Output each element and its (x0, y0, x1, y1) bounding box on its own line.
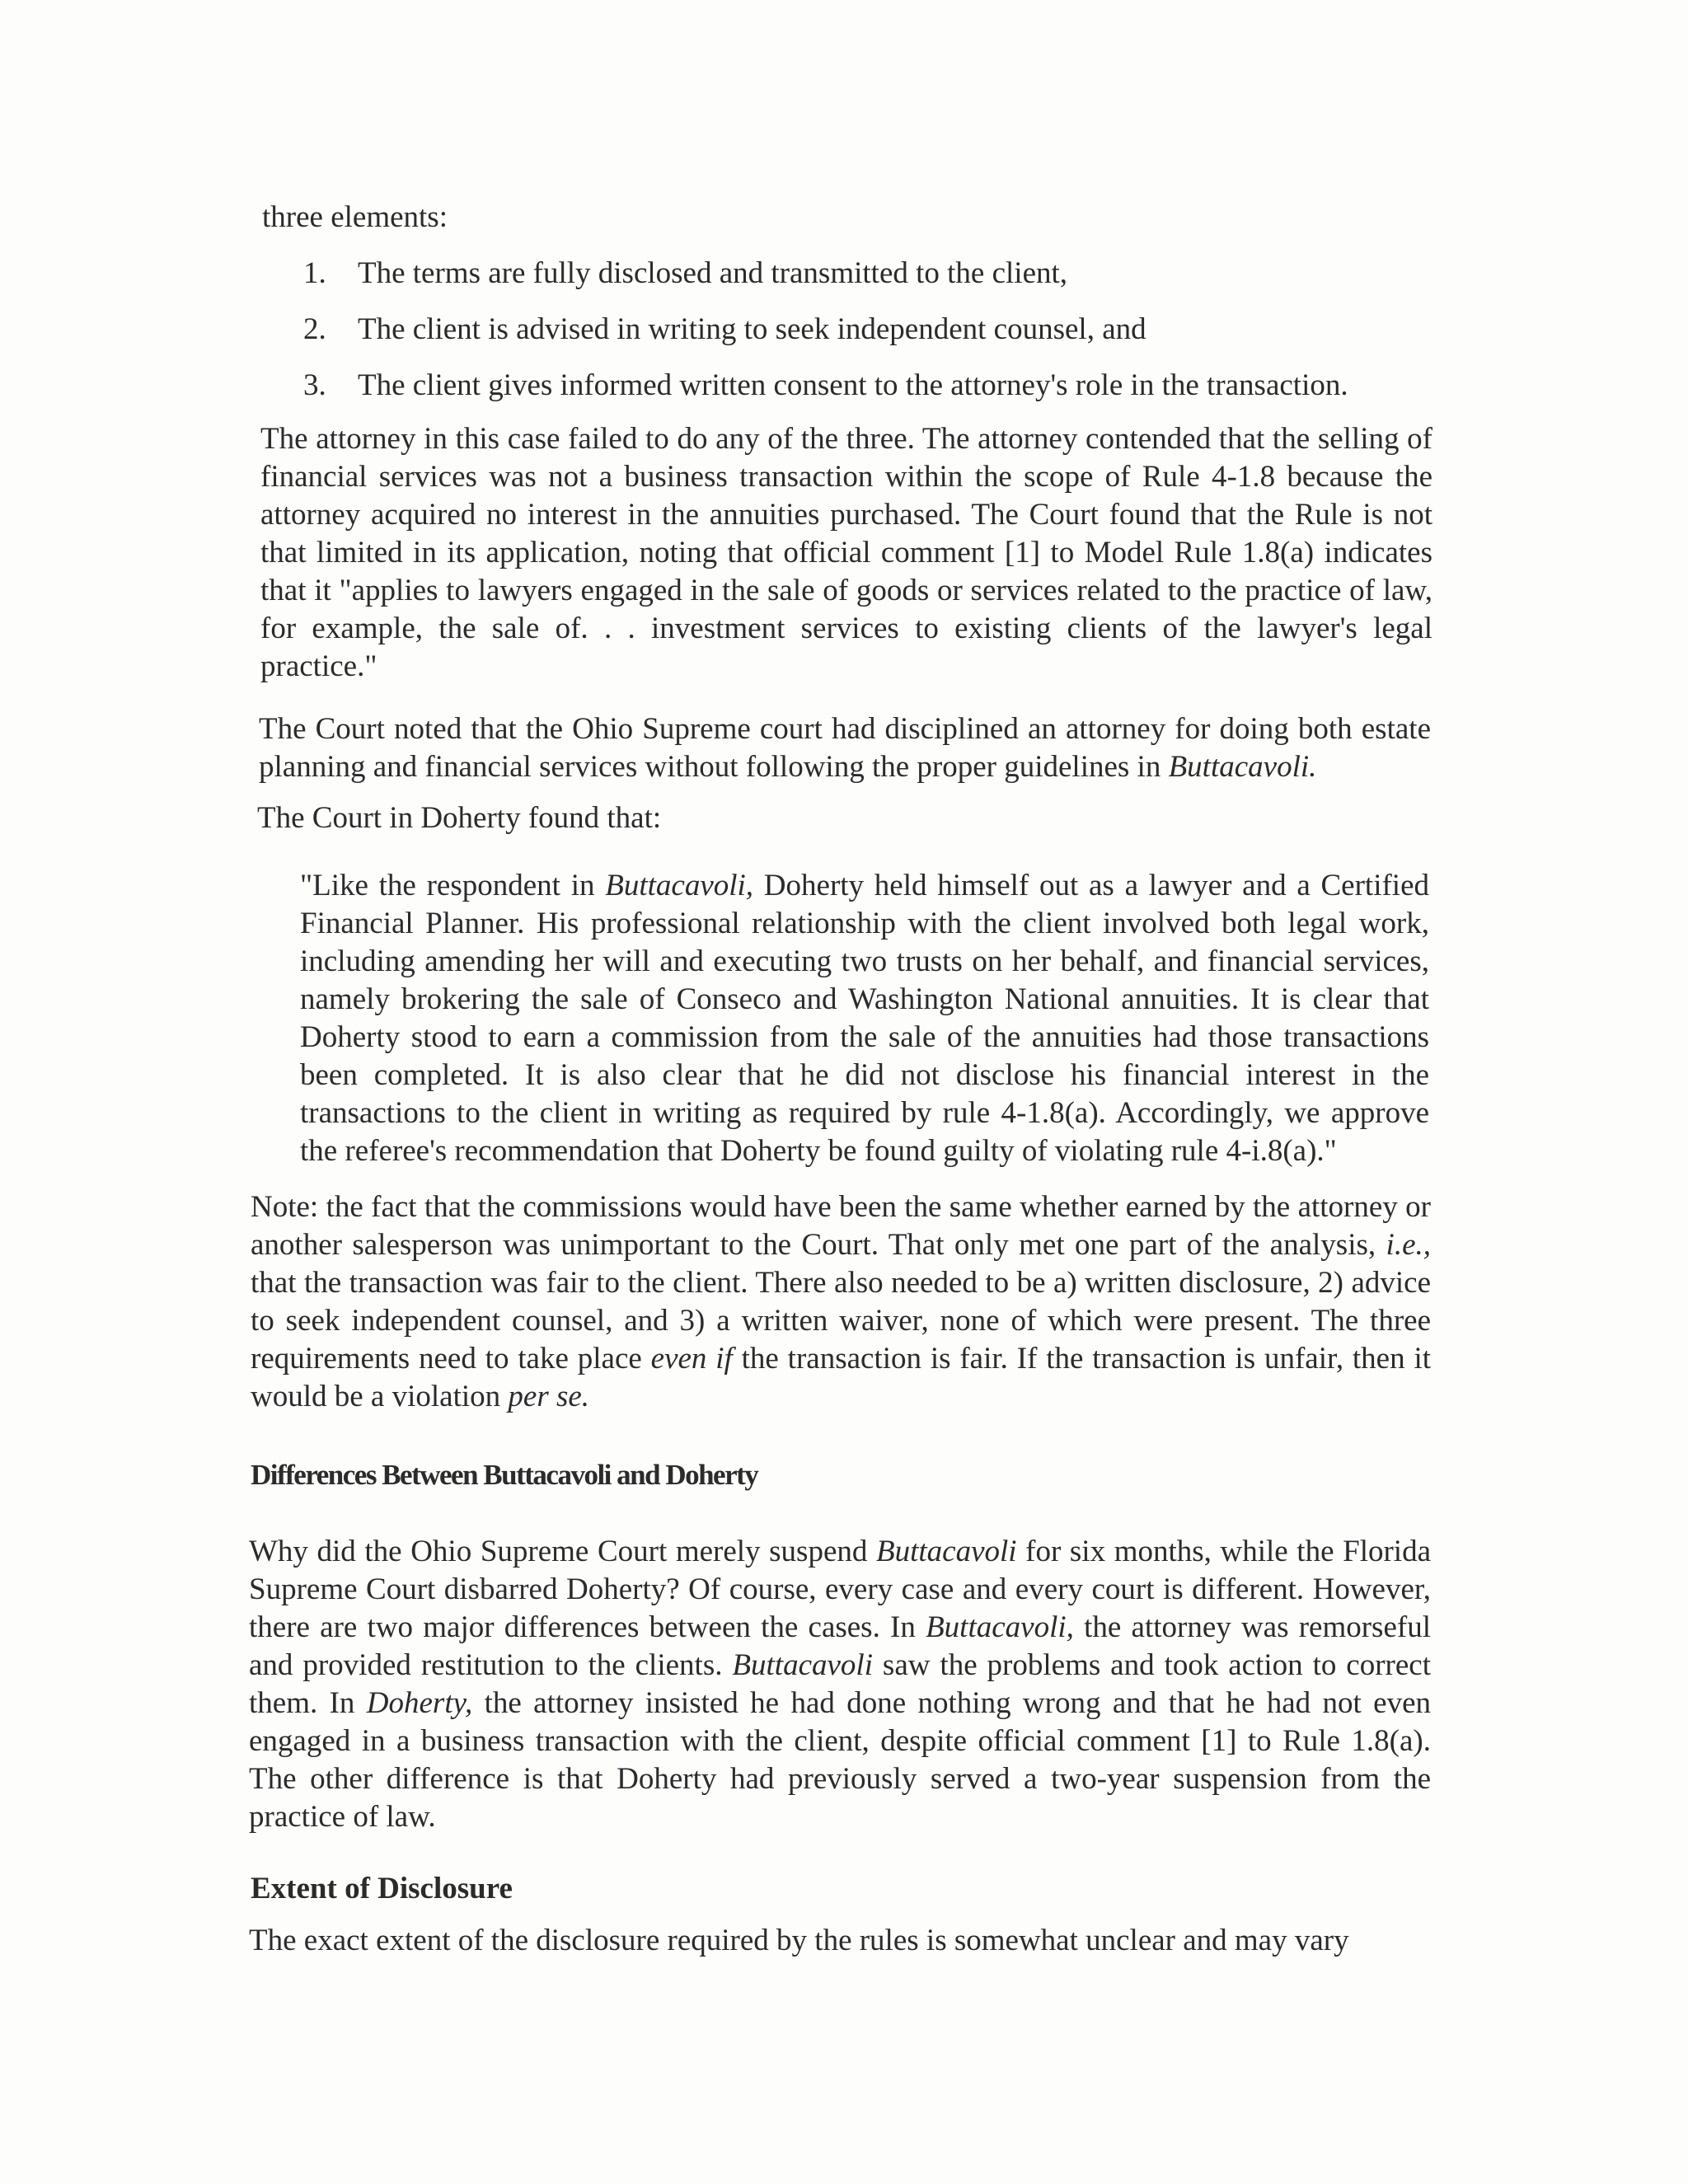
list-text: The client is advised in writing to seek independent counsel, and (358, 312, 1146, 346)
paragraph-text: Why did the Ohio Supreme Court merely suspend (249, 1535, 876, 1568)
paragraph-text: the attorney was remorseful and provided restitution to the clients. (249, 1610, 1431, 1682)
list-text: The client gives informed written consent to the attorney's role in the transaction. (358, 368, 1348, 402)
list-item (303, 312, 1457, 368)
paragraph-text: for six months, while the Florida Supreme Court disbarred Doherty? Of course, every case and every court is different. However, there are two major differences between the cases. In (249, 1535, 1431, 1644)
paragraph-text: saw the problems and took action to correct them. In (249, 1648, 1431, 1720)
paragraph-differences (249, 1533, 1431, 1836)
section-heading-disclosure: Extent of Disclosure (251, 1872, 513, 1905)
case-name: Buttacavoli, (605, 869, 754, 902)
section-heading-differences: Differences Between Buttacavoli and Doherty (251, 1459, 758, 1491)
emphasis: i.e., (1386, 1228, 1431, 1262)
quote-text: Doherty held himself out as a lawyer and a Certified Financial Planner. His professional relationship with the client involved both legal work, including amending her will and executing two trusts on her behalf, and financial services, namely brokering the sale of Conseco and Washington National annuities. It is clear that Doherty stood to earn a commission from the sale of the annuities had those transactions been completed. It is also clear that he did not disclose his financial interest in the transactions to the client in writing as required by rule 4-1.8(a). Accordingly, we approve the referee's recommendation that Doherty be found guilty of violating rule 4-i.8(a)." (300, 869, 1430, 1168)
paragraph-ohio-court (259, 710, 1431, 786)
list-number: 1. (303, 256, 326, 290)
list-item (303, 368, 1457, 424)
case-name: Buttacavoli (875, 1535, 1017, 1568)
emphasis: per se. (508, 1380, 590, 1413)
note-text: that the transaction was fair to the client. There also needed to be a) written disclosure, 2) advice to seek independent counsel, and 3) a written waiver, none of which were present. The three requirements need to take place (251, 1266, 1431, 1376)
requirements-list (303, 255, 1457, 424)
emphasis: even if (650, 1342, 733, 1376)
list-item (303, 255, 1457, 312)
list-number: 2. (303, 312, 326, 346)
case-name: Buttacavoli (732, 1648, 873, 1682)
note-text: the transaction is fair. If the transaction is unfair, then it would be a violation (251, 1342, 1431, 1413)
case-name: Buttacavoli. (1168, 750, 1317, 784)
list-text: The terms are fully disclosed and transmitted to the client, (358, 256, 1068, 290)
paragraph-attorney-failure: The attorney in this case failed to do any of the three. The attorney contended that the selling of financial services was not a business transaction within the scope of Rule 4-1.8 because the attorney acquired no interest in the annuities purchased. The Court found that the Rule is not that limited in its application, noting that official comment [1] to Model Rule 1.8(a) indicates that it "applies to lawyers engaged in the sale of goods or services related to the practice of law, for example, the sale of. . . investment services to existing clients of the lawyer's legal practice." (260, 422, 1432, 683)
paragraph-disclosure: The exact extent of the disclosure required by the rules is somewhat unclear and may vary (249, 1924, 1349, 1957)
block-quote (300, 867, 1429, 1170)
paragraph-text: The Court noted that the Ohio Supreme court had disciplined an attorney for doing both estate planning and financial services without following the proper guidelines in (259, 712, 1431, 784)
note-text: Note: the fact that the commissions would have been the same whether earned by the attorney or another salesperson was unimportant to the Court. That only met one part of the analysis, (251, 1190, 1431, 1262)
paragraph-doherty-found: The Court in Doherty found that: (257, 801, 662, 835)
paragraph-text: the attorney insisted he had done nothing wrong and that he had not even engaged in a business transaction with the client, despite official comment [1] to Rule 1.8(a). The other difference is that Doherty had previously served a two-year suspension from the practice of law. (249, 1686, 1431, 1834)
case-name: Buttacavoli, (926, 1610, 1074, 1644)
quote-text: "Like the respondent in (300, 869, 606, 902)
list-number: 3. (303, 368, 326, 402)
paragraph-note (251, 1188, 1431, 1416)
intro-text: three elements: (262, 200, 448, 234)
case-name: Doherty, (366, 1686, 473, 1720)
